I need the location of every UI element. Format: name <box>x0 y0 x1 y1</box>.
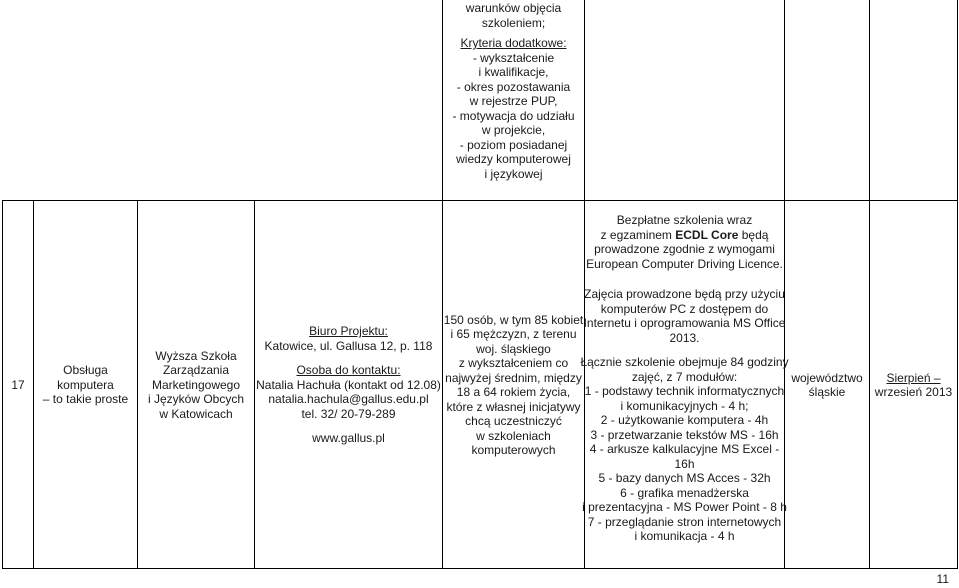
cert-line-2-post: będą <box>738 227 769 242</box>
criteria-item-line: - okres pozostawania <box>456 79 571 94</box>
description-module-line: 1 - podstawy technik informatycznych <box>584 384 785 398</box>
participants-line: które z własnej inicjatywy <box>446 399 581 414</box>
title-line: – to takie proste <box>42 392 129 407</box>
criteria-item-line: w projekcie, <box>481 123 546 137</box>
description-module-line: Łącznie szkolenie obejmuje 84 godziny <box>580 355 789 369</box>
row-number <box>3 290 33 480</box>
description-module-line: 7 - przeglądanie stron internetowych <box>587 514 782 529</box>
page-number: 11 <box>936 572 949 586</box>
criteria-item-line: w rejestrze PUP, <box>469 94 558 108</box>
description-intro-line: Internetu i oprogramowania MS Office <box>583 316 786 330</box>
participants-line: woj. śląskiego <box>476 341 551 356</box>
region-cell <box>785 290 869 480</box>
period-line-1 <box>886 371 940 386</box>
criteria-heading: Kryteria dodatkowe: <box>460 36 567 50</box>
contact-email-link[interactable]: natalia.hachula@gallus.edu.pl <box>268 392 429 407</box>
description-module-line: 5 - bazy danych MS Acces - 32h <box>598 471 771 485</box>
participants-line: 150 osób, w tym 85 kobiet <box>443 312 584 327</box>
title-line: komputera <box>57 377 114 392</box>
criteria-intro-line: szkoleniem; <box>481 15 546 30</box>
period-cell <box>870 290 957 480</box>
description-module-line: i komunikacyjnych - 4 h; <box>620 398 749 413</box>
participants-line: komputerowych <box>471 443 556 457</box>
criteria-item-line: wiedzy komputerowej <box>456 152 571 166</box>
description-module-line: 6 - grafika menadżerska <box>620 485 749 500</box>
row-number-text: 17 <box>11 377 25 392</box>
contact-phone: tel. 32/ 20-79-289 <box>301 406 396 421</box>
description-cell <box>580 287 789 568</box>
institution-line: w Katowicach <box>159 406 233 421</box>
description-intro-line: Zajęcia prowadzone będą przy użyciu <box>584 287 785 301</box>
institution-name <box>138 290 254 480</box>
participants-line: z wykształceniem co <box>458 356 569 370</box>
criteria-item-line: i kwalifikacje, <box>478 65 549 79</box>
region-line: województwo <box>791 370 863 385</box>
certification-cell <box>585 201 784 283</box>
region-line: śląskie <box>808 385 846 399</box>
period-line-2: wrzesień 2013 <box>874 385 953 399</box>
criteria-intro-line: warunków objęcia <box>465 1 562 15</box>
training-title <box>34 290 137 480</box>
office-heading: Biuro Projektu: <box>309 324 388 339</box>
description-module-line: 3 - przetwarzanie tekstów MS - 16h <box>590 427 779 442</box>
description-modules <box>580 355 788 544</box>
cert-line-2-pre: z egzaminem <box>600 227 676 242</box>
description-module-line: 16h <box>674 456 695 471</box>
cert-line-4: European Computer Driving Licence. <box>586 256 783 271</box>
description-intro-line: komputerów PC z dostępem do <box>600 301 769 316</box>
contact-cell <box>255 290 442 480</box>
contact-person-heading: Osoba do kontaktu: <box>296 363 401 378</box>
period-start: Sierpień – <box>886 370 941 385</box>
criteria-item-line: - wykształcenie <box>472 50 555 65</box>
description-module-line: zajęć, z 7 modułów: <box>631 369 738 384</box>
participants-line: w szkoleniach <box>476 428 551 443</box>
cert-line-2 <box>601 228 769 243</box>
description-module-line: i prezentacyjna - MS Power Point - 8 h <box>582 500 787 514</box>
institution-line: Zarządzania <box>162 363 230 378</box>
ecdl-core-label: ECDL Core <box>675 227 739 242</box>
description-intro-line: 2013. <box>669 330 700 345</box>
participants-line: 18 a 64 rokiem życia, <box>456 385 571 399</box>
participants-line: najwyżej średnim, między <box>445 370 582 385</box>
description-module-line: i komunikacja - 4 h <box>634 529 735 543</box>
institution-line: i Języków Obcych <box>147 392 245 407</box>
participants-cell <box>443 290 584 480</box>
institution-line: Wyższa Szkoła <box>155 348 237 363</box>
participants-line: i 65 mężczyzn, z terenu <box>450 327 577 341</box>
description-module-line: 4 - arkusze kalkulacyjne MS Excel - <box>589 442 780 456</box>
institution-line: Marketingowego <box>151 377 241 392</box>
website-link[interactable]: www.gallus.pl <box>312 431 385 446</box>
criteria-item-line: i językowej <box>484 166 543 181</box>
criteria-list <box>452 51 574 182</box>
description-intro <box>584 287 786 345</box>
criteria-cell <box>443 0 584 200</box>
cert-line-3: prowadzone zgodnie z wymogami <box>594 242 775 256</box>
cert-line-1: Bezpłatne szkolenia wraz <box>616 213 753 227</box>
title-line: Obsługa <box>63 363 108 378</box>
criteria-item-line: - poziom posiadanej <box>459 137 568 152</box>
contact-person-name: Natalia Hachuła (kontakt od 12.08) <box>256 377 441 392</box>
criteria-intro <box>466 1 561 30</box>
criteria-item-line: - motywacja do udziału <box>452 108 575 123</box>
participants-line: chcą uczestniczyć <box>465 414 562 428</box>
description-module-line: 2 - użytkowanie komputera - 4h <box>600 413 769 427</box>
office-address: Katowice, ul. Gallusa 12, p. 118 <box>264 338 433 353</box>
